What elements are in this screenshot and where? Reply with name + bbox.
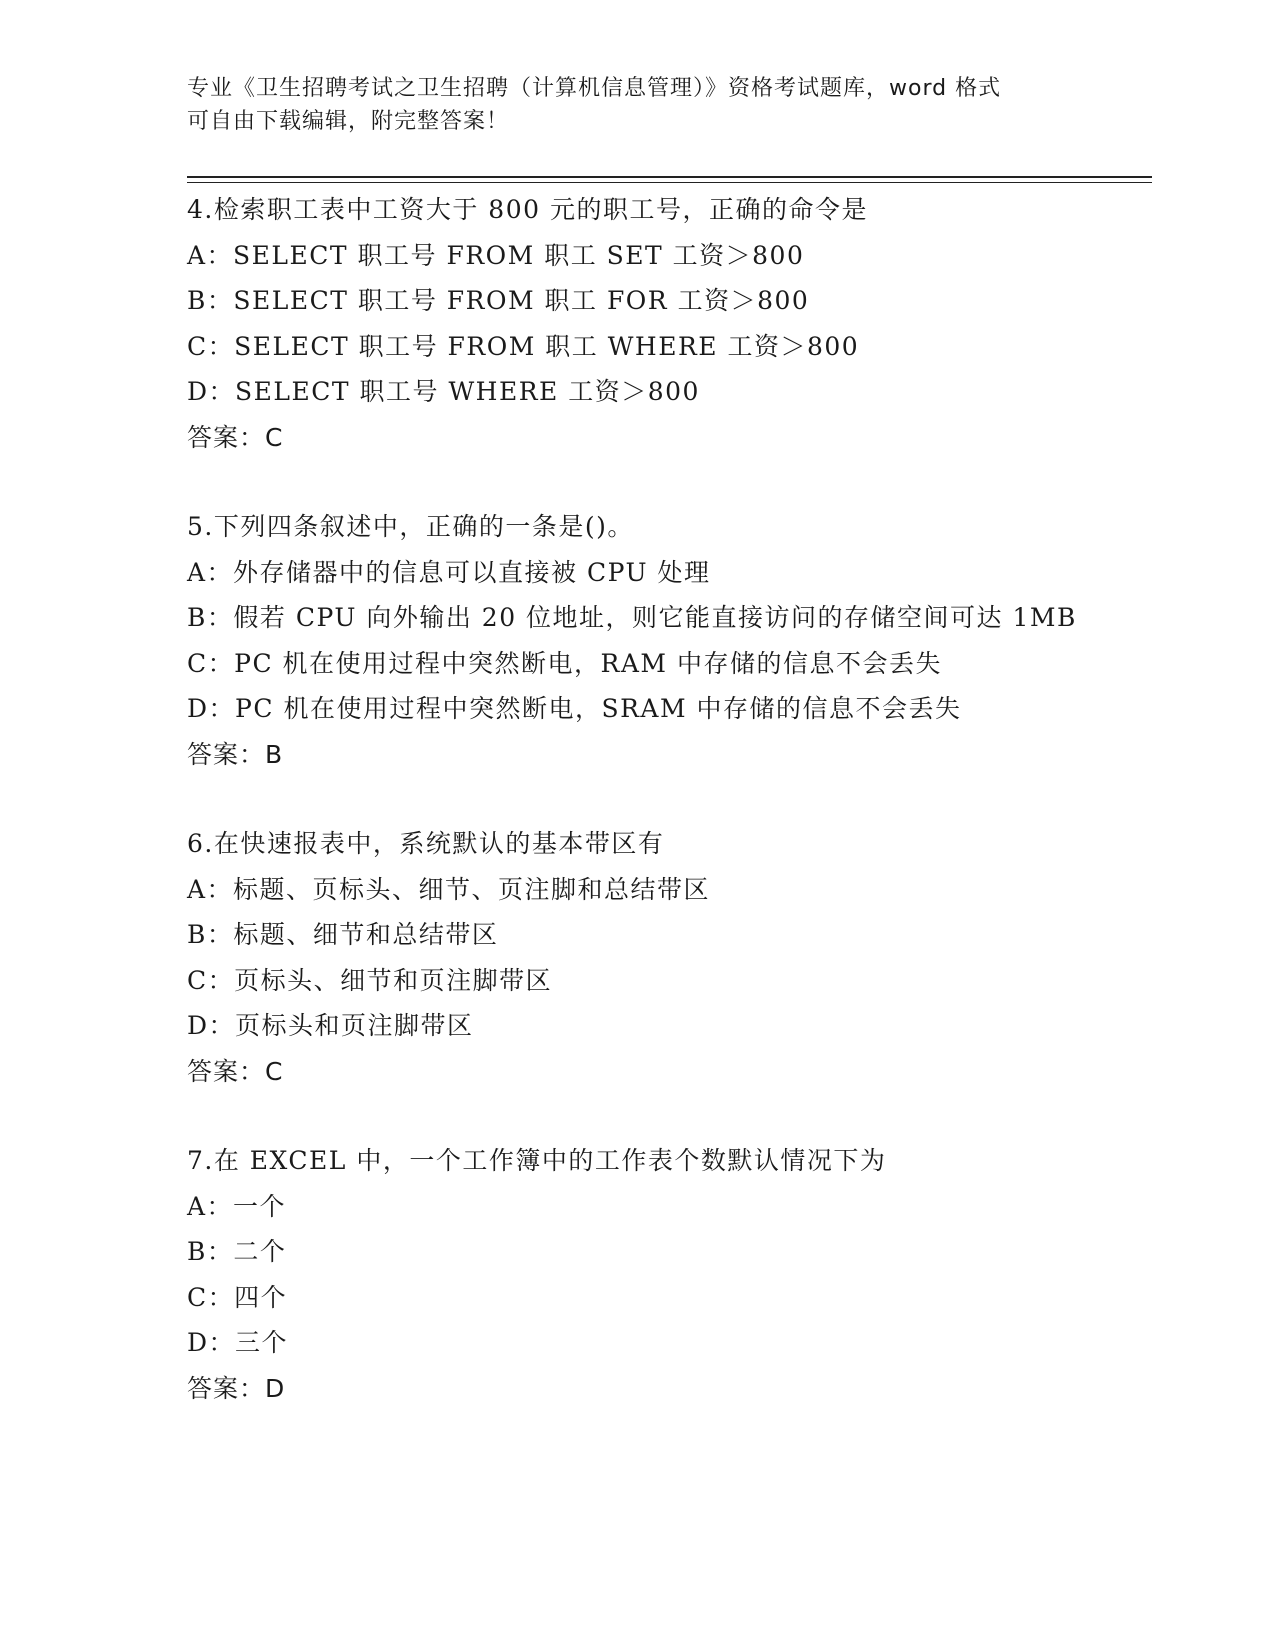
option-d: D：PC 机在使用过程中突然断电，SRAM 中存储的信息不会丢失 — [187, 694, 962, 723]
option-a: A：一个 — [187, 1191, 287, 1221]
answer: 答案：D — [187, 1373, 286, 1403]
option-d: D：SELECT 职工号 WHERE 工资＞800 — [187, 377, 700, 406]
header-divider-thin — [187, 182, 1152, 183]
option-d: D：三个 — [187, 1328, 289, 1357]
option-b: B：SELECT 职工号 FROM 职工 FOR 工资＞800 — [187, 286, 810, 315]
question-stem: 5.下列四条叙述中，正确的一条是()。 — [187, 512, 634, 541]
question-7 — [187, 1138, 1167, 1411]
question-6 — [187, 821, 1167, 1094]
header-divider-thick — [187, 176, 1152, 178]
question-list — [187, 187, 1167, 1445]
question-4 — [187, 187, 1167, 460]
option-c: C：SELECT 职工号 FROM 职工 WHERE 工资＞800 — [187, 331, 860, 361]
question-stem: 7.在 EXCEL 中，一个工作簿中的工作表个数默认情况下为 — [187, 1146, 887, 1175]
option-a: A：外存储器中的信息可以直接被 CPU 处理 — [187, 557, 711, 587]
option-a: A：标题、页标头、细节、页注脚和总结带区 — [187, 874, 711, 904]
answer: 答案：C — [187, 422, 284, 452]
answer: 答案：B — [187, 739, 284, 769]
option-b: B：二个 — [187, 1237, 287, 1266]
question-stem: 4.检索职工表中工资大于 800 元的职工号，正确的命令是 — [187, 195, 868, 224]
option-b: B：标题、细节和总结带区 — [187, 920, 499, 949]
question-5 — [187, 504, 1167, 777]
option-c: C：四个 — [187, 1282, 288, 1312]
header-line-1: 专业《卫生招聘考试之卫生招聘（计算机信息管理）》资格考试题库，word 格式 — [187, 76, 1002, 101]
option-b: B：假若 CPU 向外输出 20 位地址，则它能直接访问的存储空间可达 1MB — [187, 603, 1077, 632]
option-a: A：SELECT 职工号 FROM 职工 SET 工资＞800 — [187, 240, 805, 270]
option-c: C：页标头、细节和页注脚带区 — [187, 965, 553, 995]
answer: 答案：C — [187, 1056, 284, 1086]
option-c: C：PC 机在使用过程中突然断电，RAM 中存储的信息不会丢失 — [187, 648, 942, 678]
header-line-2: 可自由下载编辑，附完整答案！ — [187, 109, 510, 134]
option-d: D：页标头和页注脚带区 — [187, 1011, 474, 1040]
document-header — [187, 72, 1087, 138]
question-stem: 6.在快速报表中，系统默认的基本带区有 — [187, 829, 665, 858]
